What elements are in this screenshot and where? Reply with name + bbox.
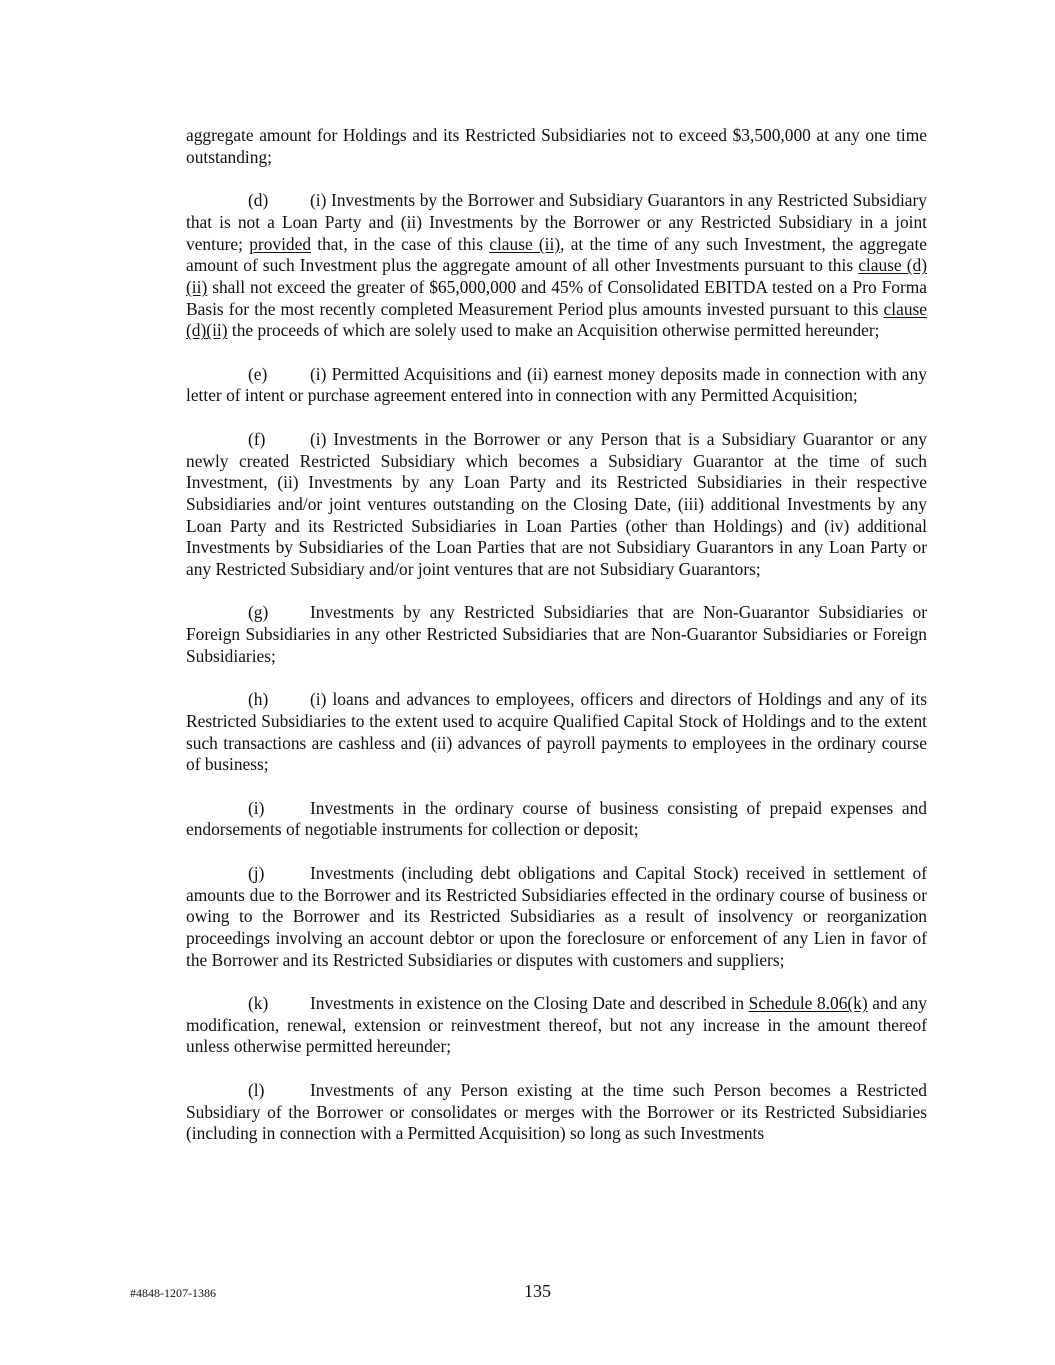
clause-text: (i) loans and advances to employees, officers and directors of Holdings and any of its Restricted Subsidiaries to the extent used to acquire Qualified Capital Stock of Holdings and to the extent such transactions are cashless and (ii) advances of payroll payments to employees in the ordinary course of business; <box>186 689 927 775</box>
clause-text: (i) Investments in the Borrower or any Person that is a Subsidiary Guarantor or any newly created Restricted Subsidiary which becomes a Subsidiary Guarantor at the time of such Investment, (ii) Investments by any Loan Party and its Restricted Subsidiaries in their respective Subsidiaries and/or joint ventures outstanding on the Closing Date, (iii) additional Investments by any Loan Party and its Restricted Subsidiaries in Loan Parties (other than Holdings) and (iv) additional Investments by Subsidiaries of the Loan Parties that are not Subsidiary Guarantors in any Loan Party or any Restricted Subsidiary and/or joint ventures that are not Subsidiary Guarantors; <box>186 428 927 580</box>
continuation-paragraph: aggregate amount for Holdings and its Restricted Subsidiaries not to exceed $3,500,000 at any one time outstanding; <box>186 125 927 167</box>
clause-paragraph <box>186 863 927 972</box>
clause-label: (k) <box>248 993 269 1013</box>
clause-paragraph <box>186 689 927 776</box>
clause-text: the proceeds of which are solely used to make an Acquisition otherwise permitted hereunder; <box>227 320 880 341</box>
clause-text: Investments by any Restricted Subsidiaries that are Non-Guarantor Subsidiaries or Foreign Subsidiaries in any other Restricted Subsidiaries that are Non-Guarantor Subsidiaries or Foreign Subsidiaries; <box>186 602 927 666</box>
clause-text: that, in the case of this <box>311 233 490 254</box>
clause-paragraph <box>186 429 927 581</box>
cross-reference: clause (d)(ii) <box>186 298 927 341</box>
clause-label: (i) <box>248 797 265 818</box>
cross-reference: clause (d)(ii) <box>186 255 927 297</box>
cross-reference: clause (ii) <box>489 233 561 254</box>
cross-reference: Schedule 8.06(k) <box>748 993 868 1013</box>
clause-list <box>186 190 927 1145</box>
clause-paragraph <box>186 798 927 841</box>
clause-paragraph <box>186 190 927 342</box>
clause-paragraph <box>186 993 927 1058</box>
clause-label: (l) <box>248 1079 265 1100</box>
clause-text: Investments in existence on the Closing Date and described in <box>310 993 749 1013</box>
clause-label: (f) <box>248 428 266 449</box>
clause-paragraph <box>186 364 927 407</box>
clause-text: Investments (including debt obligations and Capital Stock) received in settlement of amounts due to the Borrower and its Restricted Subsidiaries effected in the ordinary course of business or owing to the Borrower and its Restricted Subsidiaries as a result of insolvency or reorganization proceedings involving an account debtor or upon the foreclosure or enforcement of any Lien in favor of the Borrower and its Restricted Subsidiaries or disputes with customers and suppliers; <box>186 862 927 970</box>
clause-text: (i) Permitted Acquisitions and (ii) earnest money deposits made in connection with any letter of intent or purchase agreement entered into in connection with any Permitted Acquisition; <box>186 363 927 406</box>
clause-label: (j) <box>248 862 265 883</box>
clause-label: (d) <box>248 190 269 211</box>
page-number: 135 <box>524 1281 551 1301</box>
clause-label: (e) <box>248 363 268 384</box>
cross-reference: provided <box>249 233 312 254</box>
clause-label: (g) <box>248 602 269 623</box>
clause-text: shall not exceed the greater of $65,000,000 and 45% of Consolidated EBITDA tested on a Pro Forma Basis for the most recently completed Measurement Period plus amounts invested pursuant to this <box>186 276 927 319</box>
clause-label: (h) <box>248 689 269 710</box>
clause-text: , at the time of any such Investment, the aggregate amount of such Investment plus the aggregate amount of all other Investments pursuant to this <box>186 233 928 276</box>
clause-paragraph <box>186 1080 927 1145</box>
clause-text: Investments in the ordinary course of business consisting of prepaid expenses and endorsements of negotiable instruments for collection or deposit; <box>186 797 927 840</box>
clause-paragraph <box>186 602 927 667</box>
clause-text: Investments of any Person existing at the time such Person becomes a Restricted Subsidiary of the Borrower or consolidates or merges with the Borrower or its Restricted Subsidiaries (including in connection with a Permitted Acquisition) so long as such Investments <box>186 1079 927 1144</box>
document-body <box>186 125 927 1167</box>
clause-text: and any modification, renewal, extension or reinvestment thereof, but not any increase in the amount thereof unless otherwise permitted hereunder; <box>186 993 927 1057</box>
clause-text: (i) Investments by the Borrower and Subsidiary Guarantors in any Restricted Subsidiary that is not a Loan Party and (ii) Investments by the Borrower or any Restricted Subsidiary in a joint venture; <box>186 190 927 254</box>
document-id: #4848-1207-1386 <box>130 1286 216 1300</box>
